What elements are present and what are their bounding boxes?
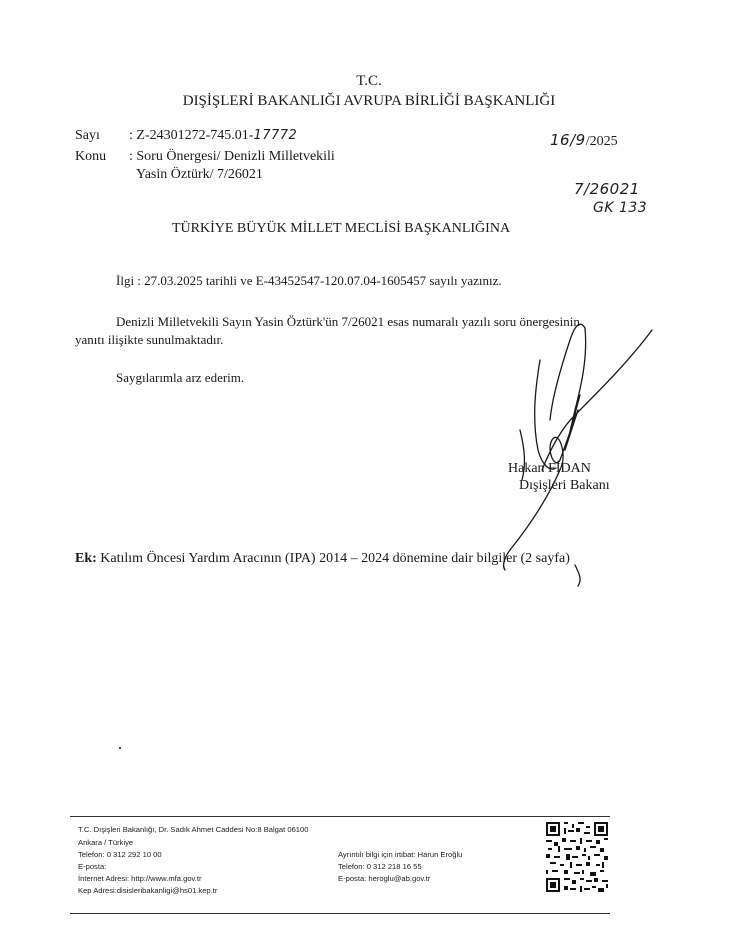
stray-dot <box>119 747 121 749</box>
sayi-value <box>129 128 297 144</box>
konu-value-line2: Yasin Öztürk/ 7/26021 <box>136 167 263 182</box>
handwritten-note-line2: GK 133 <box>593 200 648 216</box>
handwritten-note-line1: 7/26021 <box>574 180 640 198</box>
signatory-title: Dışişleri Bakanı <box>519 478 610 493</box>
body-paragraph-line2: yanıtı ilişikte sunulmaktadır. <box>75 332 224 347</box>
footer-contact-title: Ayrıntılı bilgi için irtibat: Harun Eroğlu <box>338 850 463 859</box>
header-tc: T.C. <box>356 73 382 89</box>
sayi-handwritten-number: 17772 <box>253 128 298 143</box>
addressee: TÜRKİYE BÜYÜK MİLLET MECLİSİ BAŞKANLIĞINA <box>172 221 511 236</box>
attachment-text: Katılım Öncesi Yardım Aracının (IPA) 2014 – 2024 dönemine dair bilgiler (2 sayfa) <box>96 551 570 566</box>
footer-eposta: E-posta: <box>78 862 107 871</box>
footer-contact-phone: Telefon: 0 312 218 16 55 <box>338 862 422 871</box>
konu-label: Konu <box>75 149 107 164</box>
footer-address-line1: T.C. Dışişleri Bakanlığı, Dr. Sadık Ahmet Caddesi No:8 Balgat 06100 <box>78 825 309 834</box>
footer-address-line2: Ankara / Türkiye <box>78 838 134 847</box>
footer-internet: İnternet Adresi: http://www.mfa.gov.tr <box>78 874 202 883</box>
date-handwritten: 16/9 <box>550 131 586 149</box>
ilgi-reference: İlgi : 27.03.2025 tarihli ve E-43452547-120.07.04-1605457 sayılı yazınız. <box>116 273 502 288</box>
footer-kep: Kep Adresi:disisleribakanligi@hs01.kep.tr <box>78 886 218 895</box>
attachment-label: Ek: <box>75 551 97 566</box>
handwritten-signature <box>480 300 680 590</box>
closing-phrase: Saygılarımla arz ederim. <box>116 370 245 385</box>
footer-top-rule <box>70 816 610 817</box>
konu-value-line1: : Soru Önergesi/ Denizli Milletvekili <box>129 149 335 164</box>
attachment-line <box>75 551 570 567</box>
qr-code-icon <box>546 822 608 892</box>
document-date <box>550 131 618 150</box>
footer-bottom-rule <box>70 913 610 914</box>
signatory-name: Hakan FİDAN <box>508 461 591 476</box>
body-paragraph-line1: Denizli Milletvekili Sayın Yasin Öztürk'ün 7/26021 esas numaralı yazılı soru önergesinin <box>116 314 580 329</box>
sayi-number: : Z-24301272-745.01- <box>129 128 254 143</box>
footer-telefon: Telefon: 0 312 292 10 00 <box>78 850 162 859</box>
header-ministry: DIŞİŞLERİ BAKANLIĞI AVRUPA BİRLİĞİ BAŞKANLIĞI <box>182 93 556 109</box>
sayi-label: Sayı <box>75 128 100 143</box>
footer-contact-email: E-posta: heroglu@ab.gov.tr <box>338 874 431 883</box>
date-year: /2025 <box>585 134 618 149</box>
